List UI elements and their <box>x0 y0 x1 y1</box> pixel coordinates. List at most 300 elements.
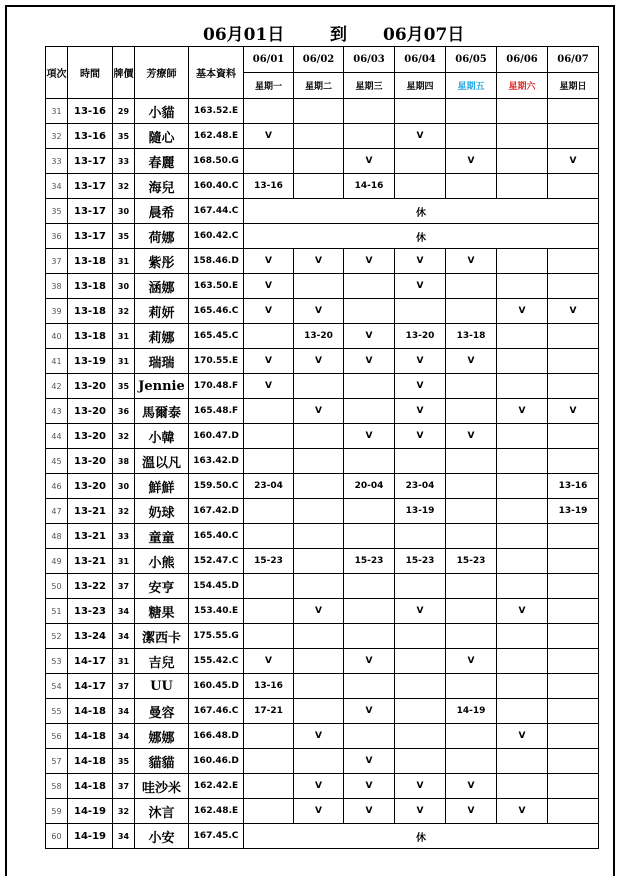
day-cell: 17-21 <box>244 699 294 724</box>
row-price: 35 <box>113 224 135 249</box>
day-cell <box>548 699 599 724</box>
table-row <box>46 174 599 199</box>
day-cell <box>395 699 446 724</box>
day-cell <box>497 174 548 199</box>
row-seq: 56 <box>46 724 68 749</box>
day-cell <box>548 599 599 624</box>
day-cell <box>344 624 395 649</box>
row-therapist-name: 吉兒 <box>135 649 189 674</box>
row-seq: 37 <box>46 249 68 274</box>
row-basic-info: 160.47.D <box>189 424 244 449</box>
row-seq: 51 <box>46 599 68 624</box>
table-row <box>46 299 599 324</box>
row-basic-info: 165.40.C <box>189 524 244 549</box>
row-seq: 55 <box>46 699 68 724</box>
row-time: 14-18 <box>68 749 113 774</box>
weekday-header-friday: 星期五 <box>446 73 497 99</box>
row-basic-info: 167.42.D <box>189 499 244 524</box>
day-cell <box>497 124 548 149</box>
row-therapist-name: 小韓 <box>135 424 189 449</box>
row-time: 13-20 <box>68 449 113 474</box>
schedule-title <box>0 20 620 44</box>
day-cell <box>244 524 294 549</box>
row-basic-info: 165.48.F <box>189 399 244 424</box>
table-row <box>46 274 599 299</box>
row-price: 32 <box>113 299 135 324</box>
row-basic-info: 165.45.C <box>189 324 244 349</box>
day-cell: 13-19 <box>395 499 446 524</box>
day-cell <box>446 674 497 699</box>
day-cell: V <box>344 149 395 174</box>
day-cell <box>497 524 548 549</box>
day-cell <box>548 799 599 824</box>
day-cell <box>244 799 294 824</box>
table-row <box>46 549 599 574</box>
col-header-info: 基本資料 <box>189 47 244 99</box>
day-cell: V <box>294 724 344 749</box>
day-cell <box>395 624 446 649</box>
table-row <box>46 724 599 749</box>
table-row <box>46 224 599 249</box>
day-cell <box>294 124 344 149</box>
day-cell: V <box>244 299 294 324</box>
day-cell <box>548 174 599 199</box>
row-therapist-name: 貓貓 <box>135 749 189 774</box>
day-cell <box>446 724 497 749</box>
row-therapist-name: 小熊 <box>135 549 189 574</box>
row-time: 13-18 <box>68 324 113 349</box>
table-row <box>46 499 599 524</box>
row-therapist-name: 晨希 <box>135 199 189 224</box>
day-cell: V <box>497 599 548 624</box>
day-cell: V <box>395 774 446 799</box>
row-time: 13-20 <box>68 424 113 449</box>
row-price: 34 <box>113 824 135 849</box>
day-cell <box>294 474 344 499</box>
table-row <box>46 824 599 849</box>
row-therapist-name: UU <box>135 674 189 699</box>
row-price: 34 <box>113 724 135 749</box>
row-basic-info: 165.46.C <box>189 299 244 324</box>
row-time: 13-17 <box>68 149 113 174</box>
table-row <box>46 199 599 224</box>
row-seq: 42 <box>46 374 68 399</box>
row-seq: 40 <box>46 324 68 349</box>
day-cell <box>446 749 497 774</box>
row-time: 13-16 <box>68 124 113 149</box>
table-row <box>46 524 599 549</box>
row-basic-info: 163.52.E <box>189 99 244 124</box>
day-cell: V <box>446 774 497 799</box>
day-cell <box>294 499 344 524</box>
row-rest-cell: 休 <box>244 824 599 849</box>
date-header: 06/05 <box>446 47 497 73</box>
day-cell <box>294 174 344 199</box>
date-header: 06/06 <box>497 47 548 73</box>
day-cell: 13-20 <box>294 324 344 349</box>
row-price: 34 <box>113 599 135 624</box>
day-cell: V <box>344 799 395 824</box>
row-basic-info: 160.40.C <box>189 174 244 199</box>
row-seq: 52 <box>46 624 68 649</box>
table-row <box>46 99 599 124</box>
day-cell <box>294 749 344 774</box>
day-cell <box>244 499 294 524</box>
day-cell <box>294 149 344 174</box>
table-row <box>46 449 599 474</box>
day-cell: V <box>294 599 344 624</box>
day-cell: 23-04 <box>244 474 294 499</box>
day-cell: V <box>497 724 548 749</box>
row-price: 35 <box>113 749 135 774</box>
row-basic-info: 162.42.E <box>189 774 244 799</box>
day-cell: V <box>395 349 446 374</box>
day-cell <box>446 574 497 599</box>
row-time: 13-17 <box>68 174 113 199</box>
day-cell: 13-18 <box>446 324 497 349</box>
day-cell <box>548 374 599 399</box>
row-time: 13-20 <box>68 399 113 424</box>
date-header: 06/03 <box>344 47 395 73</box>
row-price: 30 <box>113 274 135 299</box>
day-cell <box>294 674 344 699</box>
day-cell: 15-23 <box>395 549 446 574</box>
day-cell <box>344 374 395 399</box>
row-time: 13-16 <box>68 99 113 124</box>
table-row <box>46 399 599 424</box>
row-basic-info: 153.40.E <box>189 599 244 624</box>
row-therapist-name: 小貓 <box>135 99 189 124</box>
day-cell <box>244 599 294 624</box>
day-cell <box>244 624 294 649</box>
day-cell: 14-19 <box>446 699 497 724</box>
row-basic-info: 167.46.C <box>189 699 244 724</box>
row-price: 33 <box>113 524 135 549</box>
table-row <box>46 649 599 674</box>
row-therapist-name: 哇沙米 <box>135 774 189 799</box>
day-cell <box>497 749 548 774</box>
row-time: 14-18 <box>68 774 113 799</box>
day-cell: V <box>294 399 344 424</box>
row-seq: 39 <box>46 299 68 324</box>
day-cell: V <box>395 374 446 399</box>
row-basic-info: 158.46.D <box>189 249 244 274</box>
day-cell: V <box>395 274 446 299</box>
day-cell: 13-16 <box>548 474 599 499</box>
day-cell <box>446 599 497 624</box>
day-cell <box>446 474 497 499</box>
day-cell <box>548 749 599 774</box>
day-cell: V <box>548 299 599 324</box>
table-row <box>46 374 599 399</box>
day-cell <box>548 99 599 124</box>
day-cell: V <box>395 799 446 824</box>
day-cell <box>548 424 599 449</box>
row-price: 37 <box>113 774 135 799</box>
row-price: 33 <box>113 149 135 174</box>
day-cell: V <box>244 249 294 274</box>
day-cell <box>446 99 497 124</box>
day-cell <box>344 724 395 749</box>
day-cell: V <box>294 249 344 274</box>
day-cell <box>497 424 548 449</box>
table-row <box>46 624 599 649</box>
row-basic-info: 167.44.C <box>189 199 244 224</box>
row-basic-info: 168.50.G <box>189 149 244 174</box>
day-cell: V <box>395 249 446 274</box>
row-seq: 41 <box>46 349 68 374</box>
table-row <box>46 599 599 624</box>
row-time: 13-20 <box>68 374 113 399</box>
day-cell <box>446 399 497 424</box>
row-therapist-name: 海兒 <box>135 174 189 199</box>
row-therapist-name: Jennie <box>135 374 189 399</box>
day-cell <box>244 424 294 449</box>
day-cell <box>395 674 446 699</box>
day-cell <box>548 724 599 749</box>
day-cell: V <box>548 149 599 174</box>
day-cell <box>395 449 446 474</box>
row-basic-info: 167.45.C <box>189 824 244 849</box>
row-time: 13-21 <box>68 499 113 524</box>
date-header: 06/07 <box>548 47 599 73</box>
row-seq: 50 <box>46 574 68 599</box>
day-cell <box>497 624 548 649</box>
row-price: 37 <box>113 674 135 699</box>
day-cell <box>344 299 395 324</box>
row-seq: 49 <box>46 549 68 574</box>
day-cell <box>497 274 548 299</box>
day-cell <box>497 474 548 499</box>
day-cell <box>548 124 599 149</box>
day-cell: V <box>294 774 344 799</box>
day-cell: V <box>446 799 497 824</box>
weekday-header: 星期日 <box>548 73 599 99</box>
day-cell <box>395 299 446 324</box>
day-cell: V <box>294 299 344 324</box>
weekday-header: 星期三 <box>344 73 395 99</box>
day-cell <box>548 549 599 574</box>
row-price: 31 <box>113 324 135 349</box>
weekday-header: 星期一 <box>244 73 294 99</box>
date-header: 06/04 <box>395 47 446 73</box>
row-basic-info: 159.50.C <box>189 474 244 499</box>
row-therapist-name: 春麗 <box>135 149 189 174</box>
day-cell: V <box>497 399 548 424</box>
day-cell <box>446 524 497 549</box>
row-price: 35 <box>113 374 135 399</box>
row-time: 14-19 <box>68 799 113 824</box>
day-cell <box>395 99 446 124</box>
row-basic-info: 170.55.E <box>189 349 244 374</box>
day-cell <box>294 449 344 474</box>
row-seq: 32 <box>46 124 68 149</box>
row-price: 37 <box>113 574 135 599</box>
day-cell: V <box>344 699 395 724</box>
row-basic-info: 166.48.D <box>189 724 244 749</box>
table-row <box>46 349 599 374</box>
day-cell: V <box>446 649 497 674</box>
row-basic-info: 160.46.D <box>189 749 244 774</box>
table-row <box>46 474 599 499</box>
day-cell <box>497 574 548 599</box>
row-seq: 43 <box>46 399 68 424</box>
day-cell: 23-04 <box>395 474 446 499</box>
col-header-seq: 項次 <box>46 47 68 99</box>
day-cell <box>446 274 497 299</box>
day-cell <box>548 524 599 549</box>
day-cell <box>548 274 599 299</box>
weekday-header: 星期二 <box>294 73 344 99</box>
table-row <box>46 574 599 599</box>
day-cell <box>244 449 294 474</box>
row-basic-info: 155.42.C <box>189 649 244 674</box>
row-therapist-name: 沐言 <box>135 799 189 824</box>
day-cell <box>294 649 344 674</box>
day-cell: V <box>244 274 294 299</box>
day-cell: V <box>395 424 446 449</box>
row-therapist-name: 涵娜 <box>135 274 189 299</box>
row-rest-cell: 休 <box>244 224 599 249</box>
day-cell <box>294 624 344 649</box>
day-cell <box>344 599 395 624</box>
day-cell <box>244 774 294 799</box>
day-cell: V <box>395 599 446 624</box>
day-cell <box>497 324 548 349</box>
row-seq: 35 <box>46 199 68 224</box>
table-row <box>46 324 599 349</box>
day-cell <box>446 124 497 149</box>
row-basic-info: 162.48.E <box>189 799 244 824</box>
row-basic-info: 160.42.C <box>189 224 244 249</box>
day-cell <box>548 674 599 699</box>
row-time: 14-19 <box>68 824 113 849</box>
row-time: 13-18 <box>68 299 113 324</box>
row-basic-info: 152.47.C <box>189 549 244 574</box>
row-price: 30 <box>113 474 135 499</box>
day-cell <box>497 374 548 399</box>
row-price: 31 <box>113 349 135 374</box>
weekday-header-saturday: 星期六 <box>497 73 548 99</box>
day-cell <box>497 499 548 524</box>
row-basic-info: 175.55.G <box>189 624 244 649</box>
day-cell: V <box>244 124 294 149</box>
row-price: 30 <box>113 199 135 224</box>
row-seq: 36 <box>46 224 68 249</box>
col-header-time: 時間 <box>68 47 113 99</box>
row-price: 31 <box>113 249 135 274</box>
row-seq: 58 <box>46 774 68 799</box>
row-price: 36 <box>113 399 135 424</box>
day-cell: 15-23 <box>344 549 395 574</box>
day-cell <box>344 674 395 699</box>
row-therapist-name: 溫以凡 <box>135 449 189 474</box>
row-therapist-name: 糖果 <box>135 599 189 624</box>
table-row <box>46 249 599 274</box>
day-cell: V <box>497 299 548 324</box>
day-cell <box>244 149 294 174</box>
day-cell <box>244 749 294 774</box>
day-cell <box>446 299 497 324</box>
row-therapist-name: 曼容 <box>135 699 189 724</box>
row-price: 29 <box>113 99 135 124</box>
day-cell <box>344 124 395 149</box>
day-cell <box>294 699 344 724</box>
day-cell <box>244 724 294 749</box>
title-start-date: 06月01日 <box>203 25 285 45</box>
day-cell <box>548 324 599 349</box>
row-basic-info: 154.45.D <box>189 574 244 599</box>
day-cell <box>395 749 446 774</box>
row-therapist-name: 荷娜 <box>135 224 189 249</box>
row-therapist-name: 潔西卡 <box>135 624 189 649</box>
day-cell: V <box>395 124 446 149</box>
day-cell <box>497 649 548 674</box>
day-cell: V <box>294 799 344 824</box>
day-cell <box>395 524 446 549</box>
day-cell <box>344 449 395 474</box>
schedule-body <box>46 99 599 849</box>
day-cell <box>294 424 344 449</box>
row-therapist-name: 隨心 <box>135 124 189 149</box>
table-row <box>46 674 599 699</box>
day-cell <box>548 624 599 649</box>
day-cell <box>244 574 294 599</box>
row-therapist-name: 瑞瑞 <box>135 349 189 374</box>
row-time: 13-21 <box>68 524 113 549</box>
day-cell <box>344 499 395 524</box>
header-row-dates <box>46 47 599 73</box>
day-cell <box>548 449 599 474</box>
row-time: 13-19 <box>68 349 113 374</box>
row-seq: 59 <box>46 799 68 824</box>
day-cell: V <box>344 774 395 799</box>
row-seq: 48 <box>46 524 68 549</box>
day-cell <box>446 624 497 649</box>
row-therapist-name: 娜娜 <box>135 724 189 749</box>
day-cell: V <box>446 149 497 174</box>
day-cell: 13-19 <box>548 499 599 524</box>
row-price: 34 <box>113 624 135 649</box>
row-price: 32 <box>113 499 135 524</box>
row-basic-info: 160.45.D <box>189 674 244 699</box>
day-cell: V <box>244 374 294 399</box>
row-time: 14-17 <box>68 674 113 699</box>
day-cell <box>446 174 497 199</box>
date-header: 06/01 <box>244 47 294 73</box>
day-cell <box>344 524 395 549</box>
row-price: 32 <box>113 799 135 824</box>
row-price: 31 <box>113 649 135 674</box>
day-cell <box>344 574 395 599</box>
day-cell <box>446 374 497 399</box>
day-cell <box>344 274 395 299</box>
row-time: 13-17 <box>68 199 113 224</box>
day-cell: V <box>294 349 344 374</box>
day-cell <box>497 699 548 724</box>
day-cell <box>395 574 446 599</box>
day-cell <box>294 524 344 549</box>
day-cell <box>497 349 548 374</box>
table-row <box>46 424 599 449</box>
row-seq: 57 <box>46 749 68 774</box>
table-row <box>46 149 599 174</box>
table-row <box>46 799 599 824</box>
day-cell: 14-16 <box>344 174 395 199</box>
day-cell <box>344 99 395 124</box>
row-time: 13-18 <box>68 274 113 299</box>
day-cell: V <box>344 349 395 374</box>
